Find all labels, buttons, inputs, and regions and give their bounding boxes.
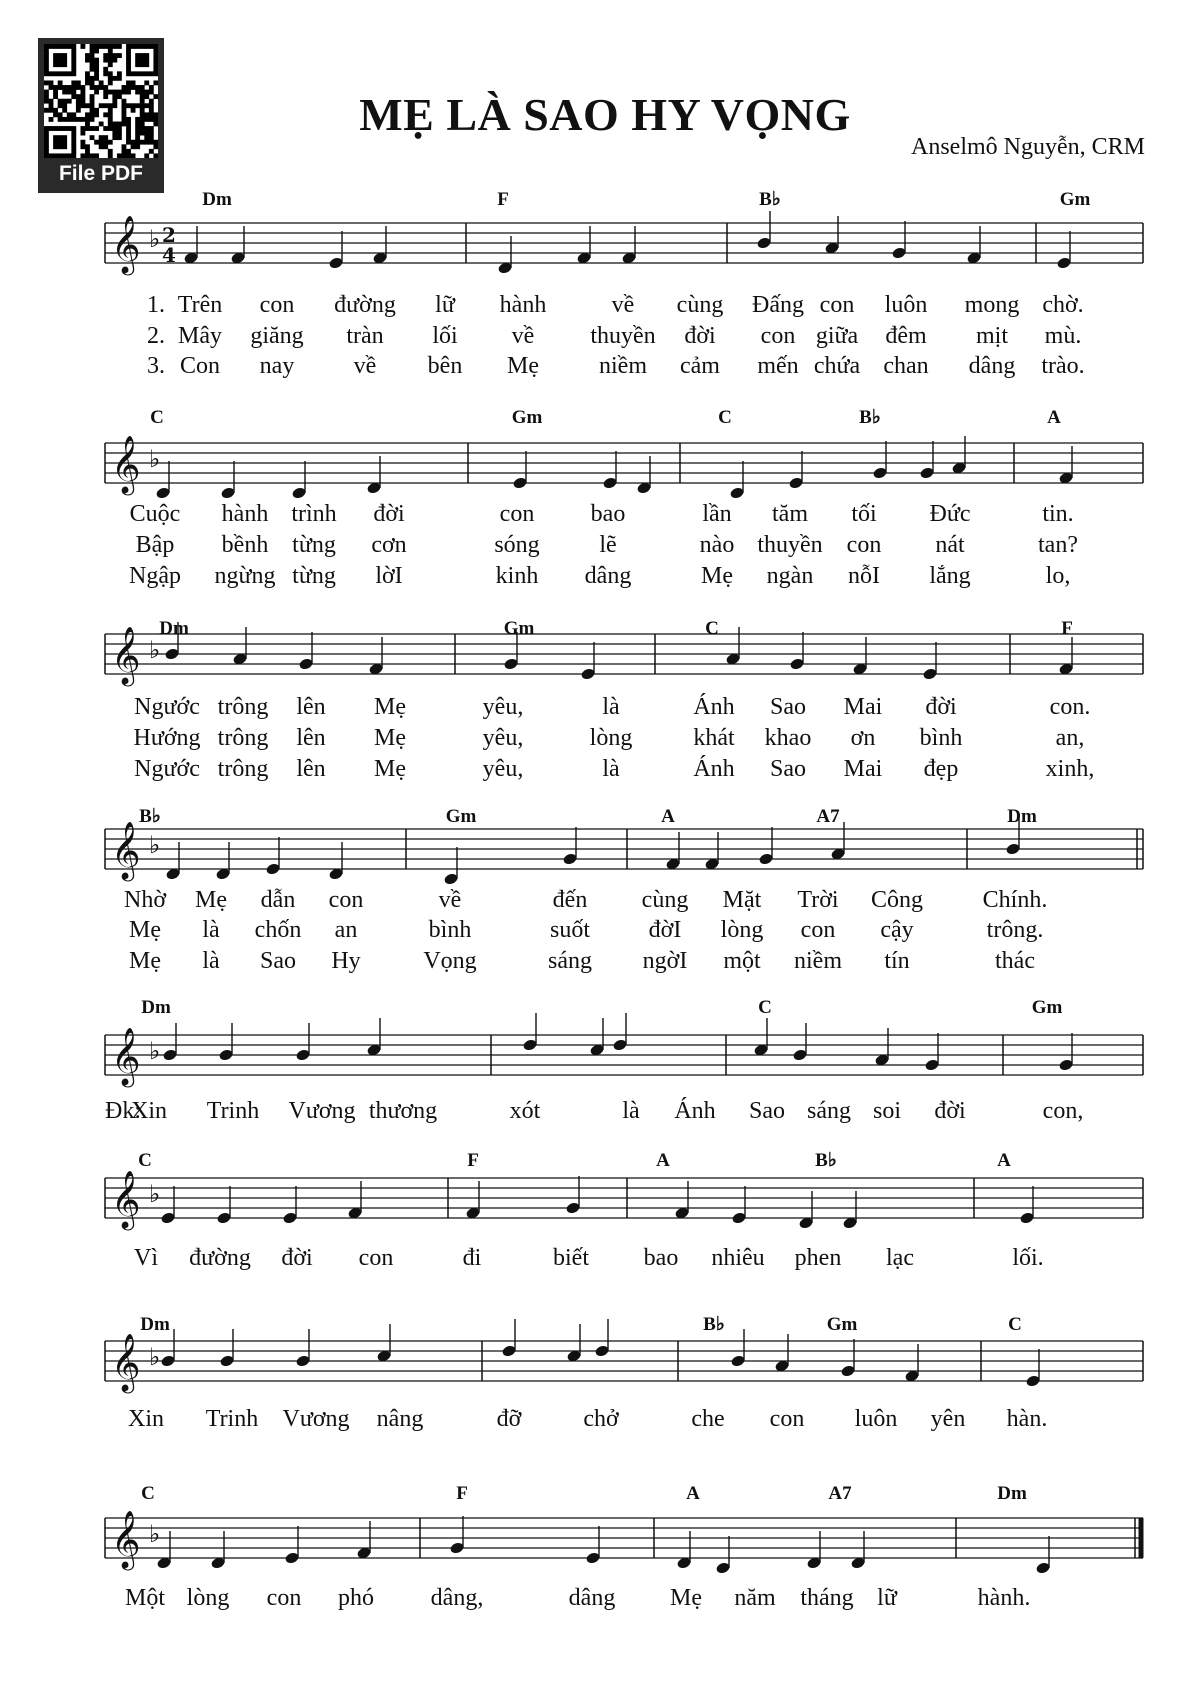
- chord-symbol: C: [1008, 1314, 1022, 1335]
- lyric-word: đến: [552, 887, 588, 913]
- lyric-word: Trời: [797, 887, 839, 913]
- lyric-word: đỡ: [496, 1406, 522, 1432]
- lyric-word: về: [611, 292, 635, 318]
- lyric-word: lạc: [886, 1245, 914, 1271]
- chord-symbol: B♭: [759, 189, 781, 210]
- lyric-word: khát: [693, 725, 735, 751]
- chord-symbol: Dm: [140, 1314, 170, 1335]
- lyric-word: Mẹ: [507, 353, 539, 379]
- lyric-word: 1.: [147, 292, 165, 318]
- chord-symbol: B♭: [703, 1314, 725, 1335]
- lyric-word: Hướng: [133, 725, 201, 751]
- lyric-word: Hy: [331, 948, 361, 974]
- lyric-word: Sao: [260, 948, 296, 974]
- lyric-word: niềm: [794, 948, 842, 974]
- lyric-word: con: [266, 1585, 302, 1611]
- lyric-word: cùng: [676, 292, 724, 318]
- lyric-word: tăm: [772, 501, 808, 527]
- chord-symbol: A: [997, 1150, 1011, 1171]
- lyric-word: thuyền: [757, 532, 823, 558]
- lyric-word: con: [760, 323, 796, 349]
- lyric-word: Mẹ: [374, 725, 406, 751]
- lyric-word: yêu,: [482, 756, 524, 782]
- lyric-word: đời: [925, 694, 957, 720]
- lyric-word: yêu,: [482, 725, 524, 751]
- lyric-word: yên: [930, 1406, 966, 1432]
- lyric-word: chứa: [813, 353, 861, 379]
- key-signature-flat: ♭: [149, 636, 161, 664]
- lyric-word: Ngập: [129, 563, 181, 589]
- treble-clef: 𝄞: [111, 1027, 141, 1085]
- lyric-word: Chính.: [982, 887, 1048, 913]
- chord-symbol: F: [1061, 618, 1073, 639]
- lyric-word: phó: [338, 1585, 374, 1611]
- lyric-word: luôn: [884, 292, 928, 318]
- lyric-word: cơn: [371, 532, 407, 558]
- lyric-word: con: [800, 917, 836, 943]
- chord-symbol: F: [467, 1150, 479, 1171]
- treble-clef: 𝄞: [111, 1170, 141, 1228]
- lyric-word: xót: [509, 1098, 541, 1124]
- lyric-word: con: [769, 1406, 805, 1432]
- lyric-word: dâng: [568, 1585, 616, 1611]
- key-signature-flat: ♭: [149, 445, 161, 473]
- lyric-word: hành: [221, 501, 269, 527]
- chord-symbol: Gm: [1059, 189, 1091, 210]
- lyric-word: đờI: [648, 917, 682, 943]
- chord-symbol: A: [1047, 407, 1061, 428]
- lyric-word: Đức: [929, 501, 971, 527]
- lyric-word: luôn: [854, 1406, 898, 1432]
- lyric-word: tin.: [1042, 501, 1074, 527]
- qr-label: File PDF: [58, 162, 143, 185]
- lyric-word: dâng,: [430, 1585, 484, 1611]
- lyric-word: Ánh: [674, 1098, 716, 1124]
- chord-symbol: C: [718, 407, 732, 428]
- lyric-word: về: [438, 887, 462, 913]
- lyric-word: Trinh: [206, 1098, 260, 1124]
- lyric-word: Mẹ: [701, 563, 733, 589]
- chord-symbol: C: [138, 1150, 152, 1171]
- lyric-word: đẹp: [923, 756, 959, 782]
- key-signature-flat: ♭: [149, 1037, 161, 1065]
- lyric-word: hành.: [977, 1585, 1031, 1611]
- lyric-word: Ngước: [134, 756, 200, 782]
- lyric-word: 2.: [147, 323, 165, 349]
- lyric-word: bềnh: [221, 532, 269, 558]
- lyric-word: là: [202, 948, 220, 974]
- chord-symbol: B♭: [815, 1150, 837, 1171]
- key-signature-flat: ♭: [149, 225, 161, 253]
- lyric-word: đời: [373, 501, 405, 527]
- lyric-word: ngờI: [642, 948, 688, 974]
- lyric-word: nào: [699, 532, 735, 558]
- lyric-word: ngàn: [766, 563, 814, 589]
- lyric-word: mong: [964, 292, 1020, 318]
- lyric-word: tối: [851, 501, 877, 527]
- chord-symbol: Dm: [1007, 806, 1037, 827]
- lyric-word: đường: [334, 292, 396, 318]
- lyric-word: xinh,: [1045, 756, 1095, 782]
- lyric-word: lờI: [375, 563, 403, 589]
- lyric-word: thác: [995, 948, 1035, 974]
- chord-symbol: A7: [828, 1483, 852, 1504]
- lyric-word: chở: [583, 1406, 619, 1432]
- lyric-word: ơn: [850, 725, 876, 751]
- song-title: MẸ LÀ SAO HY VỌNG: [359, 89, 851, 140]
- lyric-word: con: [819, 292, 855, 318]
- lyric-word: lòng: [186, 1585, 230, 1611]
- lyric-word: lẽ: [599, 532, 617, 558]
- chord-symbol: Gm: [826, 1314, 858, 1335]
- lyric-word: Mai: [843, 694, 883, 720]
- lyric-word: Bập: [135, 532, 175, 558]
- lyric-word: Mặt: [722, 887, 762, 913]
- lyric-word: lòng: [720, 917, 764, 943]
- lyric-word: Sao: [770, 694, 806, 720]
- lyric-word: trông.: [986, 917, 1044, 943]
- lyric-word: tháng: [800, 1585, 854, 1611]
- key-signature-flat: ♭: [149, 1520, 161, 1548]
- lyric-word: Vương: [282, 1406, 350, 1432]
- lyric-word: Mây: [178, 323, 222, 349]
- lyric-word: biết: [553, 1245, 589, 1271]
- lyric-word: nỗI: [848, 563, 880, 589]
- lyric-word: Xin: [131, 1098, 167, 1124]
- lyric-word: tràn: [346, 323, 384, 349]
- lyric-word: hành: [499, 292, 547, 318]
- chord-symbol: Dm: [202, 189, 232, 210]
- lyric-word: lần: [702, 501, 732, 527]
- lyric-word: bình: [428, 917, 472, 943]
- chord-symbol: Dm: [141, 997, 171, 1018]
- lyric-word: Con: [179, 353, 221, 379]
- lyric-word: một: [723, 948, 761, 974]
- lyric-word: Đấng: [752, 292, 804, 318]
- lyric-word: trông: [217, 694, 269, 720]
- lyric-word: chan: [883, 353, 929, 379]
- chord-symbol: C: [758, 997, 772, 1018]
- treble-clef: 𝄞: [111, 435, 141, 493]
- lyric-word: Cuộc: [129, 501, 181, 527]
- lyric-word: dâng: [968, 353, 1016, 379]
- lyric-word: dâng: [584, 563, 632, 589]
- lyric-word: sáng: [548, 948, 592, 974]
- chord-symbol: A: [661, 806, 675, 827]
- lyric-word: thuyền: [590, 323, 656, 349]
- lyric-word: trình: [291, 501, 337, 527]
- lyric-word: lòng: [589, 725, 633, 751]
- lyric-word: kinh: [495, 563, 539, 589]
- lyric-word: cùng: [641, 887, 689, 913]
- lyric-word: đường: [189, 1245, 251, 1271]
- chord-symbol: B♭: [859, 407, 881, 428]
- key-signature-flat: ♭: [149, 1343, 161, 1371]
- lyric-word: Trinh: [205, 1406, 259, 1432]
- lyric-word: 3.: [147, 353, 165, 379]
- lyric-word: Mẹ: [195, 887, 227, 913]
- lyric-word: ngừng: [214, 563, 276, 589]
- treble-clef: 𝄞: [111, 821, 141, 879]
- chord-symbol: B♭: [139, 806, 161, 827]
- key-signature-flat: ♭: [149, 1180, 161, 1208]
- lyric-word: trào.: [1041, 353, 1085, 379]
- chord-symbol: F: [456, 1483, 468, 1504]
- chord-symbol: C: [141, 1483, 155, 1504]
- lyric-word: bình: [919, 725, 963, 751]
- composer: Anselmô Nguyễn, CRM: [911, 134, 1145, 160]
- lyric-word: mù.: [1044, 323, 1082, 349]
- time-signature-top: 2: [162, 223, 176, 247]
- treble-clef: 𝄞: [111, 1333, 141, 1391]
- lyric-word: lối: [432, 323, 458, 349]
- lyric-word: con: [259, 292, 295, 318]
- lyric-word: từng: [292, 532, 336, 558]
- lyric-word: nhiêu: [711, 1245, 765, 1271]
- lyric-word: soi: [872, 1098, 902, 1124]
- chord-symbol: A: [686, 1483, 700, 1504]
- chord-symbol: Gm: [503, 618, 535, 639]
- chord-symbol: Dm: [159, 618, 189, 639]
- lyric-word: nát: [935, 532, 965, 558]
- time-signature-bottom: 4: [162, 243, 176, 267]
- lyric-word: con.: [1049, 694, 1091, 720]
- lyric-word: tan?: [1038, 532, 1078, 558]
- lyric-word: Ánh: [693, 756, 735, 782]
- lyric-word: đêm: [885, 323, 927, 349]
- chord-symbol: F: [497, 189, 509, 210]
- lyric-word: thương: [368, 1098, 438, 1124]
- lyric-word: lối.: [1012, 1245, 1044, 1271]
- lyric-word: đời: [684, 323, 716, 349]
- lyric-word: Xin: [128, 1406, 164, 1432]
- chord-symbol: C: [705, 618, 719, 639]
- lyric-word: giữa: [815, 323, 859, 349]
- lyric-word: Sao: [770, 756, 806, 782]
- lyric-word: về: [511, 323, 535, 349]
- chord-symbol: A: [656, 1150, 670, 1171]
- lyric-word: tín: [884, 948, 910, 974]
- lyric-word: từng: [292, 563, 336, 589]
- treble-clef: 𝄞: [111, 1510, 141, 1568]
- treble-clef: 𝄞: [111, 626, 141, 684]
- lyric-word: là: [602, 756, 620, 782]
- lyric-word: Vương: [288, 1098, 356, 1124]
- lyric-word: dẫn: [260, 887, 296, 913]
- lyric-word: Công: [870, 887, 924, 913]
- lyric-word: trông: [217, 725, 269, 751]
- lyric-word: lên: [296, 725, 326, 751]
- lyric-word: cảm: [680, 353, 720, 379]
- lyric-word: chờ.: [1042, 292, 1084, 318]
- lyric-word: Trên: [177, 292, 223, 318]
- lyric-word: Mẹ: [374, 694, 406, 720]
- lyric-word: Mẹ: [374, 756, 406, 782]
- lyric-word: khao: [764, 725, 812, 751]
- lyric-word: hàn.: [1006, 1406, 1048, 1432]
- lyric-word: con,: [1042, 1098, 1084, 1124]
- lyric-word: Sao: [749, 1098, 785, 1124]
- lyric-word: Nhờ: [123, 887, 167, 913]
- lyric-word: con: [358, 1245, 394, 1271]
- lyric-word: Mẹ: [129, 948, 161, 974]
- lyric-word: suốt: [549, 917, 591, 943]
- lyric-word: yêu,: [482, 694, 524, 720]
- lyric-word: Một: [124, 1585, 166, 1611]
- lyric-word: Mẹ: [670, 1585, 702, 1611]
- lyric-word: Vọng: [423, 948, 477, 974]
- lyric-word: lữ: [877, 1585, 897, 1611]
- lyric-word: chốn: [254, 917, 302, 943]
- lyric-word: bên: [427, 353, 463, 379]
- lyric-word: bao: [643, 1245, 679, 1271]
- chord-symbol: Gm: [445, 806, 477, 827]
- lyric-word: nay: [259, 353, 295, 379]
- chord-symbol: Dm: [997, 1483, 1027, 1504]
- lyric-word: là: [202, 917, 220, 943]
- lyric-word: là: [622, 1098, 640, 1124]
- lyric-word: lữ: [435, 292, 455, 318]
- lyric-word: an,: [1055, 725, 1085, 751]
- lyric-word: đi: [462, 1245, 482, 1271]
- lyric-word: lên: [296, 756, 326, 782]
- chord-symbol: A7: [816, 806, 840, 827]
- lyric-word: nâng: [376, 1406, 424, 1432]
- lyric-word: năm: [734, 1585, 776, 1611]
- lyric-word: bao: [590, 501, 626, 527]
- lyric-word: là: [602, 694, 620, 720]
- lyric-word: mến: [757, 353, 799, 379]
- lyric-word: an: [334, 917, 358, 943]
- lyric-word: phen: [794, 1245, 842, 1271]
- chord-symbol: C: [150, 407, 164, 428]
- lyric-word: lên: [296, 694, 326, 720]
- lyric-word: về: [353, 353, 377, 379]
- lyric-word: con: [499, 501, 535, 527]
- lyric-word: trông: [217, 756, 269, 782]
- lyric-word: con: [328, 887, 364, 913]
- lyric-word: Vì: [134, 1245, 158, 1271]
- chord-symbol: Gm: [511, 407, 543, 428]
- lyric-word: Mai: [843, 756, 883, 782]
- treble-clef: 𝄞: [111, 215, 141, 273]
- lyric-word: đời: [934, 1098, 966, 1124]
- lyric-word: sáng: [807, 1098, 851, 1124]
- lyric-word: Ngước: [134, 694, 200, 720]
- lyric-word: Đk:: [105, 1098, 141, 1124]
- lyric-word: giăng: [250, 323, 304, 349]
- lyric-word: che: [691, 1406, 725, 1432]
- lyric-word: Ánh: [693, 694, 735, 720]
- lyric-word: sóng: [494, 532, 540, 558]
- lyric-word: lắng: [929, 563, 971, 589]
- key-signature-flat: ♭: [149, 831, 161, 859]
- lyric-word: Mẹ: [129, 917, 161, 943]
- lyric-word: con: [846, 532, 882, 558]
- lyric-word: mịt: [975, 323, 1009, 349]
- lyric-word: đời: [281, 1245, 313, 1271]
- chord-symbol: Gm: [1031, 997, 1063, 1018]
- lyric-word: cậy: [880, 917, 914, 943]
- lyric-word: lo,: [1045, 563, 1071, 589]
- lyric-word: niềm: [599, 353, 647, 379]
